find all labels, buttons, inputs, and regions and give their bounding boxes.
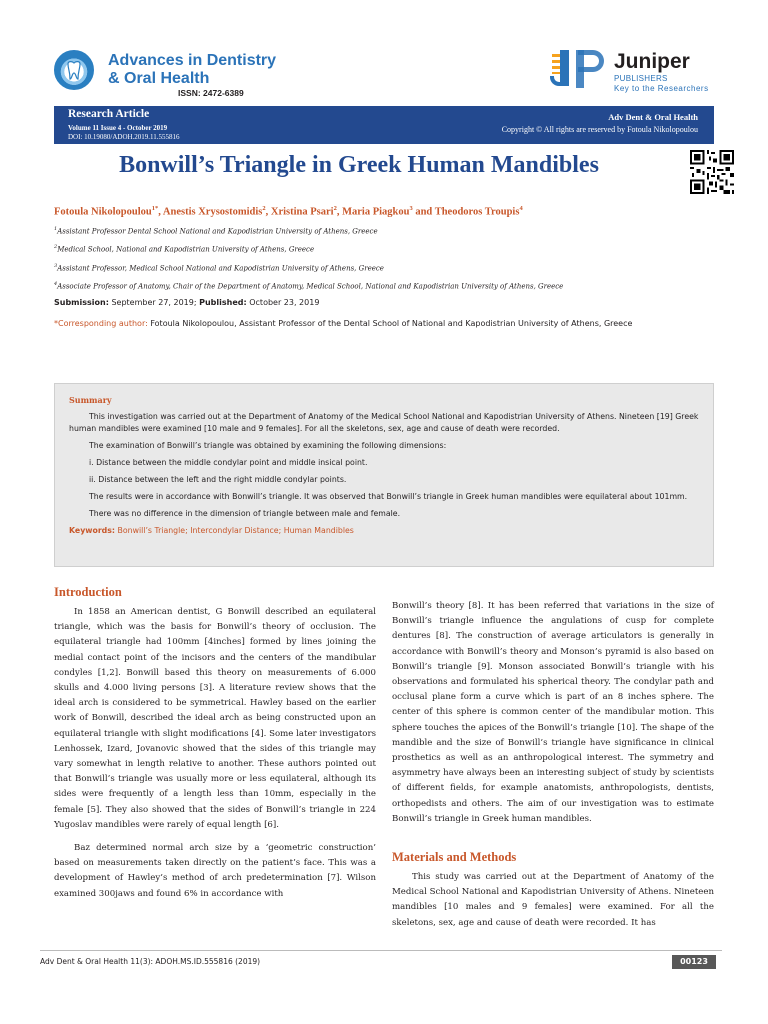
summary-paragraph: This investigation was carried out at the Department of Anatomy of the Medical School National and Kapodistrian University of Athens. Nineteen [19] Greek human mandibles were examined [10 male and 9 females]. For all the skeletons, sex, age and cause of death were recorded. <box>69 412 699 433</box>
publisher-tagline: Key to the Researchers <box>614 84 709 93</box>
summary-paragraph: The examination of Bonwill’s triangle was obtained by examining the following dimensions: <box>89 441 447 450</box>
body-paragraph: Baz determined normal arch size by a ‘geometric construction’ based on measurements taken directly on the patient’s face. This was a development of Hawley’s method of arch predetermination [7]. Wilson examined 300jaws and found 6% in accordance with <box>54 843 376 899</box>
corresponding-label: *Corresponding author: <box>54 319 148 328</box>
body-paragraph: Bonwill’s theory [8]. It has been referred that variations in the size of Bonwill’s triangle influence the angulations of cusp for complete dentures [8]. The construction of average articulators is generally in accordance with Bonwill’s theory and Monson’s pyramid is also based on Bonwill’s triangle [9]. Monson associated Bonwill’s triangle with his observations and formulated his spherical theory. The condylar path and occlusal plane form a curve which is part of an 8 inches sphere. The center of this sphere is common center of the mandibular motion. This sphere touches the apices of the Bonwill’s triangle [10]. The shape of the mandible and the size of Bonwill’s triangle have significance in clinical prosthetics as well as an anthropological interest. The symmetry and asymmetry have always been an interesting subject of study by scientists of different fields, for example anatomists, anthropologists, dentists, orthopedists and others. The aim of our investigation was to estimate Bonwill’s triangle in Greek human mandibles. <box>392 601 714 824</box>
journal-name-line1: Advances in Dentistry <box>108 52 277 69</box>
corresponding-author: *Corresponding author: Fotoula Nikolopoulou, Assistant Professor of the Dental School of National and Kapodistrian University of Athens, Greece <box>54 319 633 328</box>
author-name[interactable]: Xristina Psari <box>270 206 334 218</box>
volume-info: Volume 11 Issue 4 - October 2019 <box>68 124 168 132</box>
article-title: Bonwill’s Triangle in Greek Human Mandibles <box>119 152 599 178</box>
affiliation: $^4$Associate Professor of Anatomy, Chair of the Department of Anatomy, Medical School, National and Kapodistrian University of Athens, Greece <box>54 281 564 291</box>
body-paragraph: In 1858 an American dentist, G Bonwill described an equilateral triangle, which was the basis for Bonwill’s theory of occlusion. The equilateral triangle had 100mm [4inches] formed by lines joining the medial contact point of the incisors and the centers of the mandibular condyles [1,2]. Bonwill based this theory on measurements of 6.000 skulls and 4.000 living persons [3]. A literature review shows that the ideal arch is considered to be symmetrical. Hawley based on the earlier work of Bonwill, described the ideal arch as being constructed upon an equilateral triangle with slight modifications [4]. Some later investigators Lenhossek, Izard, Jovanovic showed that the sides of this triangle may vary somewhat in length relative to another. These authors pointed out that Bonwill’s triangle was usually more or less equilateral, although its sides were frequently of a length less than 10mm, especially in the female [5]. They also showed that the sides of Bonwill’s triangle in 224 Yugoslav mandibles were rarely of equal length [6]. <box>54 607 376 830</box>
summary-heading: Summary <box>69 395 112 405</box>
left-column <box>54 605 376 902</box>
journal-name <box>108 52 276 88</box>
tooth-icon <box>54 50 94 90</box>
summary-box <box>54 383 714 567</box>
author-name[interactable]: Maria Piagkou <box>342 206 410 218</box>
summary-list-item: i. Distance between the middle condylar point and middle insical point. <box>89 458 368 467</box>
submission-dates: Submission: September 27, 2019; Published: October 23, 2019 <box>54 298 320 307</box>
right-column <box>392 599 714 827</box>
methods-column <box>392 870 714 931</box>
journal-name-line2: & Oral Health <box>108 70 210 87</box>
publisher-sub: PUBLISHERS <box>614 74 668 83</box>
section-heading-methods: Materials and Methods <box>392 850 517 864</box>
author-name[interactable]: Fotoula Nikolopoulou <box>54 206 152 218</box>
summary-list-item: ii. Distance between the left and the right middle condylar points. <box>89 475 347 484</box>
affiliation: $^1$Assistant Professor Dental School National and Kapodistrian University of Athens, Greece <box>54 226 378 236</box>
affiliation: $^2$Medical School, National and Kapodistrian University of Athens, Greece <box>54 244 315 254</box>
jp-monogram-icon <box>548 46 610 92</box>
page-number: 00123 <box>672 955 716 969</box>
keywords: Keywords: Bonwill’s Triangle; Intercondylar Distance; Human Mandibles <box>69 526 354 535</box>
footer-divider <box>40 950 722 951</box>
copyright-text: Copyright © All rights are reserved by Fotoula Nikolopoulou <box>501 125 698 134</box>
summary-paragraph: There was no difference in the dimension of triangle between male and female. <box>89 509 401 518</box>
publisher-logo <box>548 46 718 94</box>
section-heading-introduction: Introduction <box>54 585 122 599</box>
body-paragraph: This study was carried out at the Department of Anatomy of the Medical School National and Kapodistrian University of Athens. Nineteen mandibles [10 males and 9 females] were examined. For all the skeletons, sex, age and cause of death were recorded. It has <box>392 872 714 928</box>
journal-short-name: Adv Dent & Oral Health <box>608 112 698 122</box>
journal-issn: ISSN: 2472-6389 <box>178 88 244 98</box>
footer-citation: Adv Dent & Oral Health 11(3): ADOH.MS.ID.555816 (2019) <box>40 957 261 966</box>
doi-link[interactable]: DOI: 10.19080/ADOH.2019.11.555816 <box>68 133 180 141</box>
publisher-name: Juniper <box>614 50 690 73</box>
journal-logo <box>54 50 284 100</box>
author-list: Fotoula Nikolopoulou$^{1*}$, Anestis Xrysostomidis$^2$, Xristina Psari$^2$, Maria Piagkou$^3$ and Theodoros Troupis$^4$ <box>54 205 523 218</box>
author-name[interactable]: Anestis Xrysostomidis <box>162 206 263 218</box>
affiliation: $^3$Assistant Professor, Medical School National and Kapodistrian University of Athens, Greece <box>54 263 384 273</box>
author-name[interactable]: Theodoros Troupis <box>434 206 520 218</box>
qr-code-icon <box>690 150 734 194</box>
article-type: Research Article <box>68 108 150 120</box>
summary-paragraph: The results were in accordance with Bonwill’s triangle. It was observed that Bonwill’s triangle in Greek human mandibles were equilateral about 101mm. <box>89 492 688 501</box>
article-banner <box>54 106 714 144</box>
